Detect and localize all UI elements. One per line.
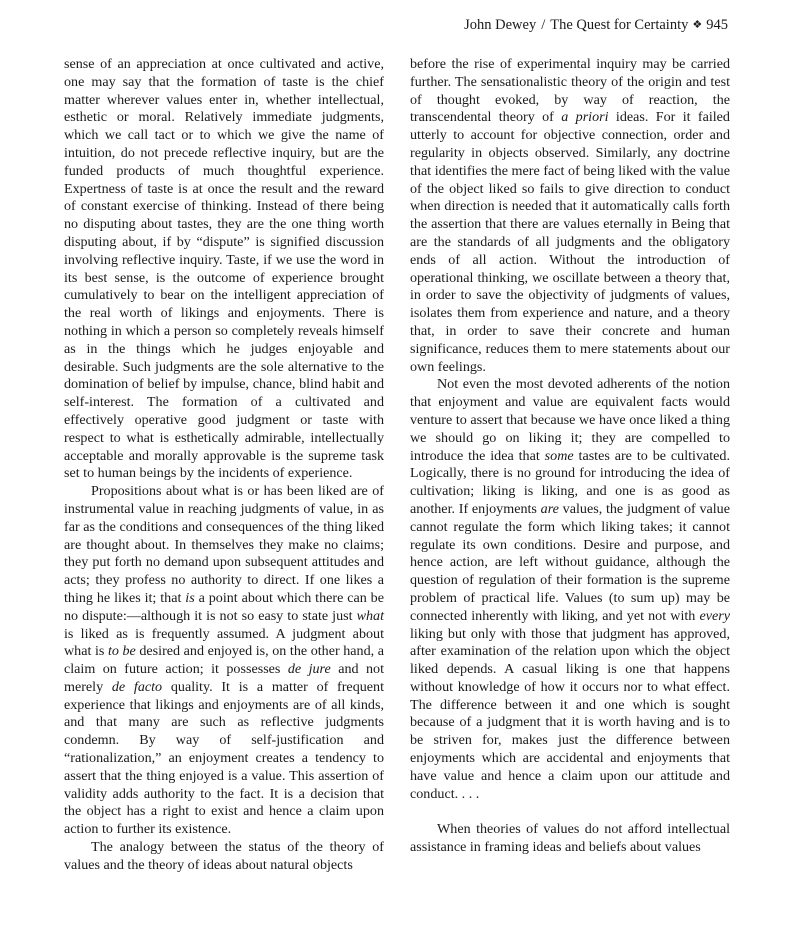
text-run: values, the judgment of value cannot regulate the form which liking takes; it cannot regulate its own conditions. Desire and purpose, and hence action, are left without guidance, although the question of regulation of their formation is the supreme problem of practical life. Values (to sum up) may be connected inherently with liking, and yet not with xyxy=(410,500,730,624)
text-run: sense of an appreciation at once cultivated and active, one may say that the formation of taste is the chief matter wherever values enter in, whether intellectual, esthetic or moral. Relatively immediate judgments, which we call tact or to which we give the name of intuition, do not precede reflective inquiry, but are the funded products of much thoughtful experience. Expertness of taste is at once the result and the reward of constant exercise of thinking. Instead of there being no disputing about tastes, they are the one thing worth disputing about, if by “dispute” is signified discussion involving reflective inquiry. Taste, if we use the word in its best sense, is the outcome of experience brought cumulatively to bear on the intelligent appreciation of the real worth of likings and enjoyments. There is nothing in which a person so completely reveals himself as in the things which he judges enjoyable and desirable. Such judgments are the sole alternative to the domination of belief by impulse, chance, blind habit and self-interest. The formation of a cultivated and effectively operative good judgment or taste with respect to what is esthetically admirable, intellectually acceptable and morally approvable is the supreme task set to human beings by the incidents of experience. xyxy=(64,56,384,482)
left-column xyxy=(64,56,384,875)
right-column xyxy=(410,56,730,857)
text-run: ideas. For it failed utterly to account for objective connection, order and regularity in objects observed. Similarly, any doctrine that identifies the mere fact of being liked with the value of the object liked so fails to give direction to conduct when direction is needed that it automatically calls forth the assertion that there are values eternally in Being that are the standards of all judgments and the obligatory ends of all action. Without the introduction of operational thinking, we oscillate between a theory that, in order to save the objectivity of judgments of values, isolates them from experience and nature, and a theory that, in order to save their concrete and human significance, reduces them to mere statements about our own feelings. xyxy=(410,109,730,375)
italic-run: de jure xyxy=(287,661,331,678)
italic-run: every xyxy=(699,607,730,624)
header-author: John Dewey xyxy=(464,17,537,33)
paragraph xyxy=(64,839,384,875)
header-separator: / xyxy=(541,17,546,33)
text-run: a point about which there can be no dispute:—although it is not so easy to state just xyxy=(64,589,384,624)
text-run: The analogy between the status of the theory of values and the theory of ideas about natural objects xyxy=(64,839,384,873)
running-header xyxy=(464,17,728,34)
paragraph xyxy=(64,483,384,839)
text-run: Propositions about what is or has been liked are of instrumental value in reaching judgments of value, in as far as the conditions and consequences of the thing liked are thought about. In themselves they make no claims; they put forth no demand upon subsequent attitudes and acts; they profess no authority to direct. If one likes a thing he likes it; that xyxy=(64,483,384,606)
paragraph xyxy=(410,376,730,803)
italic-run: some xyxy=(544,447,574,464)
italic-run: are xyxy=(540,500,559,517)
italic-run: is xyxy=(185,589,195,606)
text-run: liking but only with those that judgment has approved, after examination of the relation upon which the object liked depends. A casual liking is one that happens without knowledge of how it occurs nor to what effect. The difference between it and one which is sought because of a judgment that it is worth having and is to be striven for, makes just the difference between enjoyments which are accidental and enjoyments that have value and hence a claim upon our attitude and conduct. . . . xyxy=(410,625,730,802)
page-number: 945 xyxy=(706,17,728,33)
italic-run: what xyxy=(356,607,384,624)
text-run: quality. It is a matter of frequent experience that likings and enjoyments are of all kinds, and that many are such as reflective judgments condemn. By way of self-justification and “rationalization,” an enjoyment creates a tendency to assert that the thing enjoyed is a value. This assertion of validity adds authority to the fact. It is a decision that the object has a right to exist and hence a claim upon action to further its existence. xyxy=(64,678,385,838)
text-run: Not even the most devoted adherents of the notion that enjoyment and value are equivalent facts would venture to assert that because we have once liked a thing we should go on liking it; they are compelled to introduce the idea that xyxy=(410,376,730,464)
paragraph xyxy=(410,821,730,857)
text-run: tastes are to be cultivated. Logically, there is no ground for introducing the idea of cultivation; liking is liking, and one is as good as another. If enjoyments xyxy=(410,447,730,517)
italic-run: de facto xyxy=(111,678,163,695)
paragraph xyxy=(64,56,384,483)
paragraph xyxy=(410,56,730,376)
text-run: is liked as is frequently assumed. A judgment about what is xyxy=(64,625,384,660)
text-run: before the rise of experimental inquiry may be carried further. The sensationalistic theory of the origin and test of thought evoked, by way of reaction, the transcendental theory of xyxy=(410,56,730,126)
text-run: and not merely xyxy=(64,661,385,695)
header-title: The Quest for Certainty xyxy=(550,17,689,33)
text-run: desired and enjoyed is, on the other hand, a claim on future action; it possesses xyxy=(64,643,384,678)
header-bullet-icon: ❖ xyxy=(692,19,703,31)
text-run: When theories of values do not afford intellectual assistance in framing ideas and beliefs about values xyxy=(410,821,730,856)
italic-run: to be xyxy=(107,643,136,660)
italic-run: a priori xyxy=(561,109,609,126)
